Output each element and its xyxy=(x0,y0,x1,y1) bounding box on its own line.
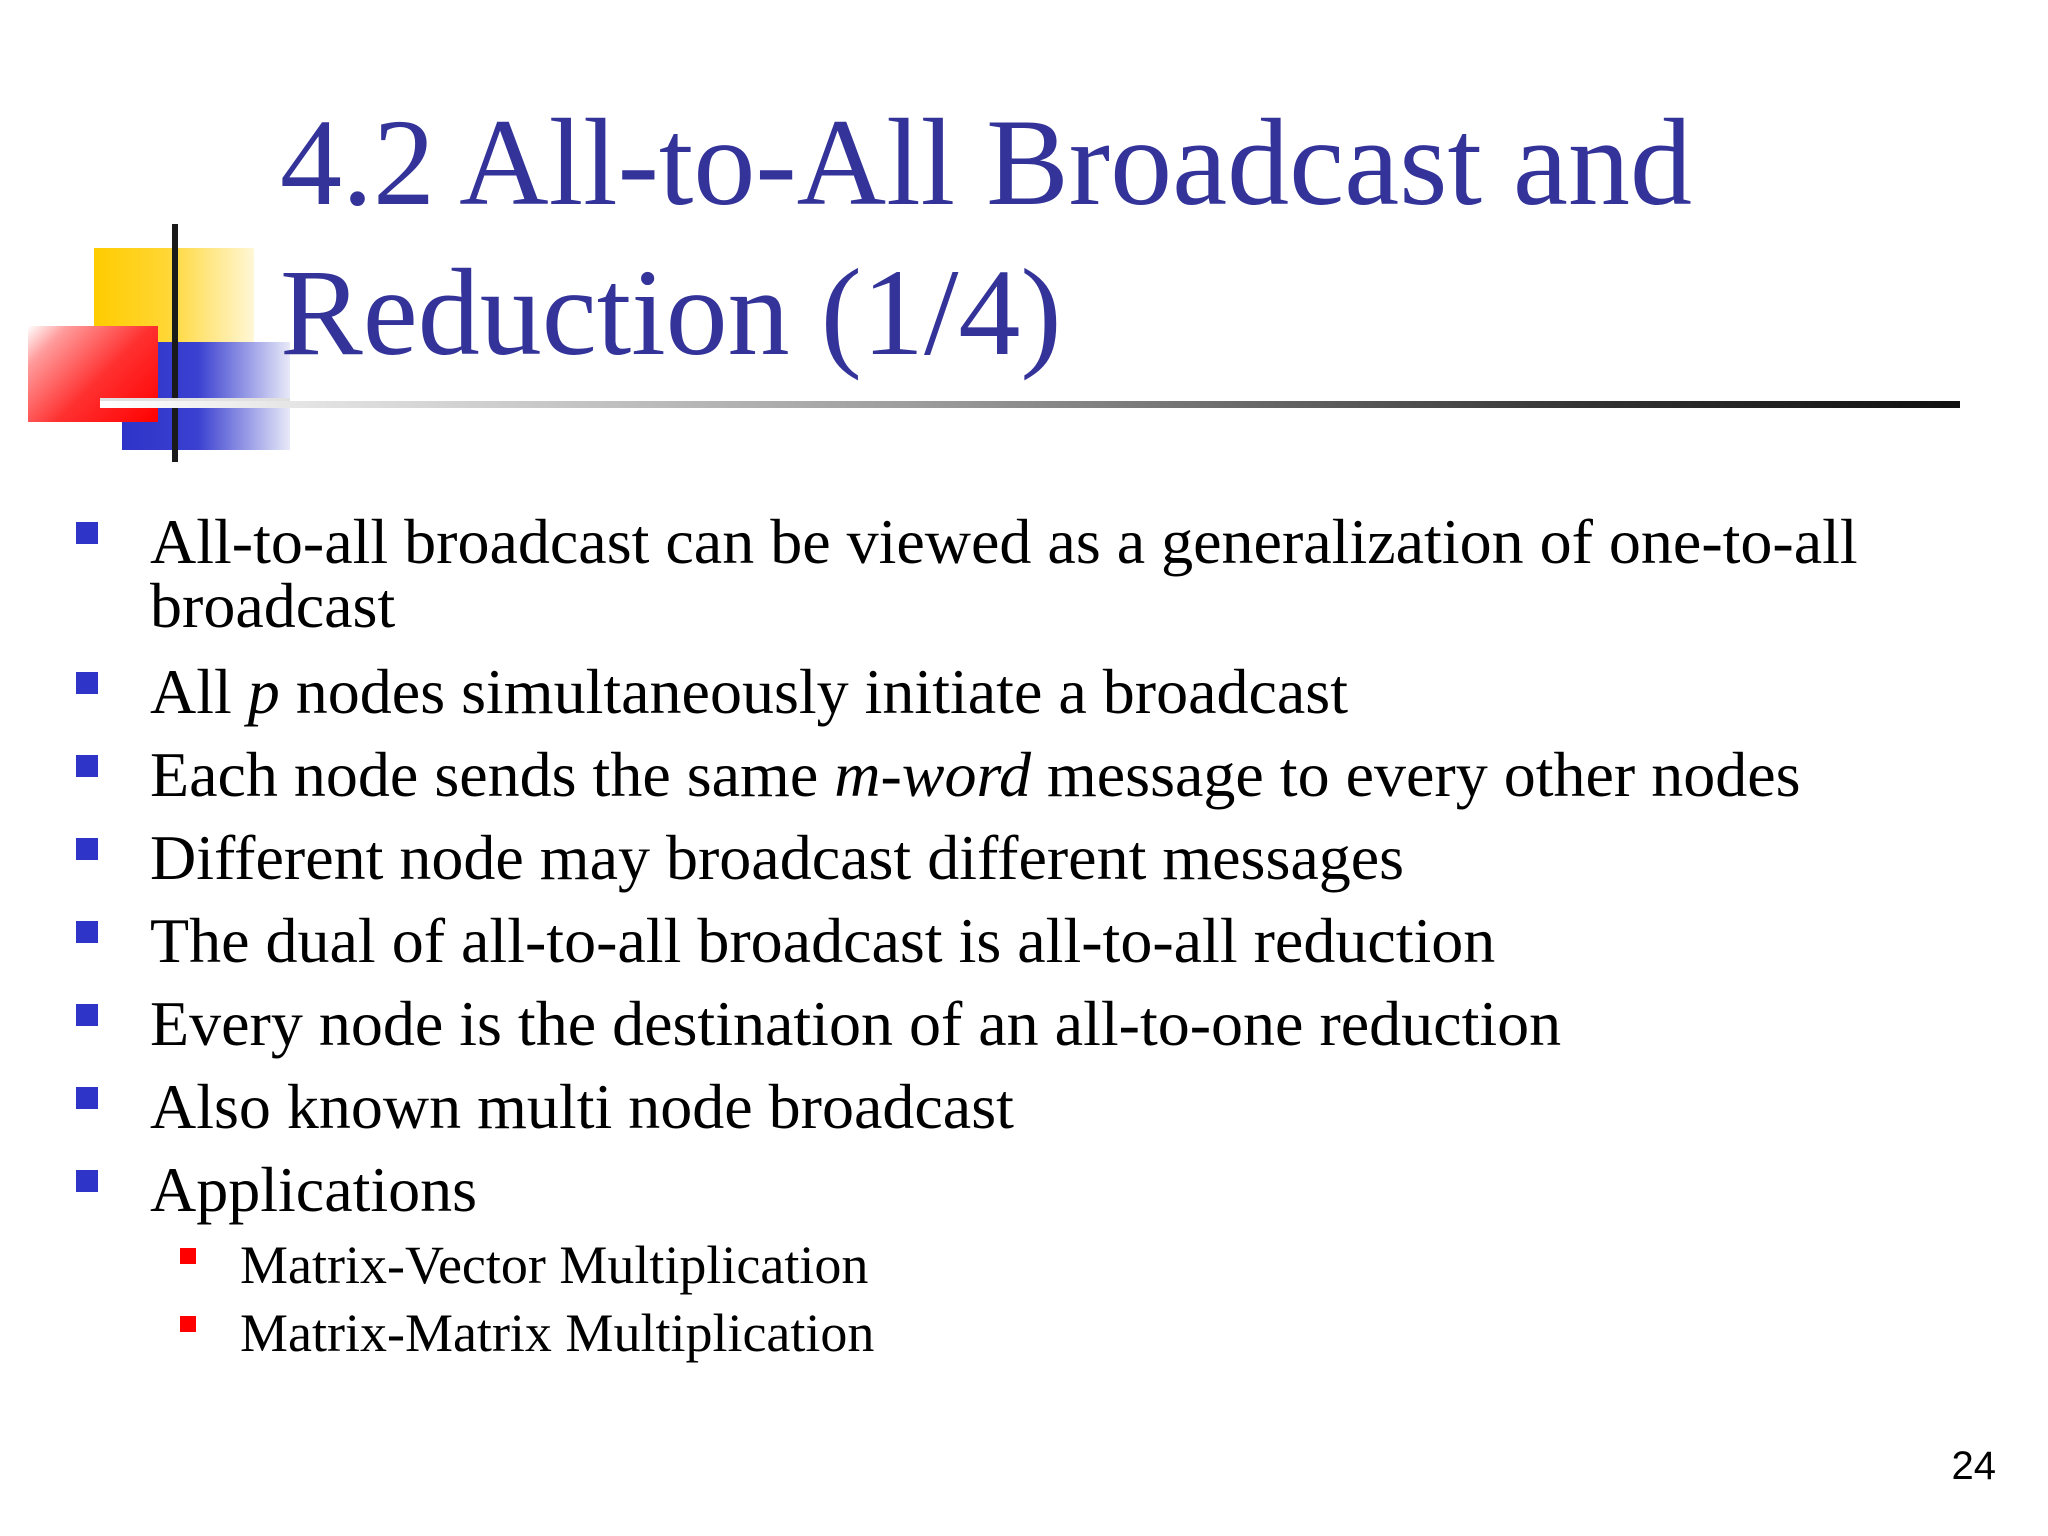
bullet-marker xyxy=(76,1087,98,1109)
bullet-item-1 xyxy=(150,506,2010,641)
bullet-item-3-italic: m-word xyxy=(834,739,1031,810)
bullet-item-3-pre: Each node sends the same xyxy=(150,739,835,810)
bullet-item-3 xyxy=(150,739,2010,810)
bullet-item-4: Different node may broadcast different messages xyxy=(150,822,1405,893)
bullet-item-2 xyxy=(150,656,2010,727)
sub-bullet-marker xyxy=(180,1248,196,1264)
page-number: 24 xyxy=(1951,1444,1996,1488)
bullet-item-2-pre: All xyxy=(150,656,248,727)
bullet-item-1-line-1: All-to-all broadcast can be viewed as a generalization of one-to-all xyxy=(150,506,1858,577)
sub-bullet-item-2: Matrix-Matrix Multiplication xyxy=(240,1303,875,1363)
bullet-marker xyxy=(76,1170,98,1192)
bullet-marker xyxy=(76,1004,98,1026)
sub-bullet-marker xyxy=(180,1316,196,1332)
bullet-marker xyxy=(76,522,98,544)
slide-title-line-2: Reduction (1/4) xyxy=(280,244,1062,381)
bullet-item-8: Applications xyxy=(150,1154,478,1225)
bullet-item-5: The dual of all-to-all broadcast is all-to-all reduction xyxy=(150,905,1496,976)
bullet-marker xyxy=(76,921,98,943)
bullet-item-2-italic: p xyxy=(247,656,280,727)
bullet-item-3-post: message to every other nodes xyxy=(1030,739,1801,810)
bullet-marker xyxy=(76,672,98,694)
sub-bullet-item-1: Matrix-Vector Multiplication xyxy=(240,1235,869,1295)
bullet-item-1-line-2: broadcast xyxy=(150,570,396,641)
bullet-marker xyxy=(76,838,98,860)
slide-title-line-1: 4.2 All-to-All Broadcast and xyxy=(280,94,1692,231)
bullet-item-7: Also known multi node broadcast xyxy=(150,1071,1014,1142)
bullet-item-2-post: nodes simultaneously initiate a broadcast xyxy=(279,656,1348,727)
bullet-marker xyxy=(76,755,98,777)
bullet-item-6: Every node is the destination of an all-to-one reduction xyxy=(150,988,1562,1059)
